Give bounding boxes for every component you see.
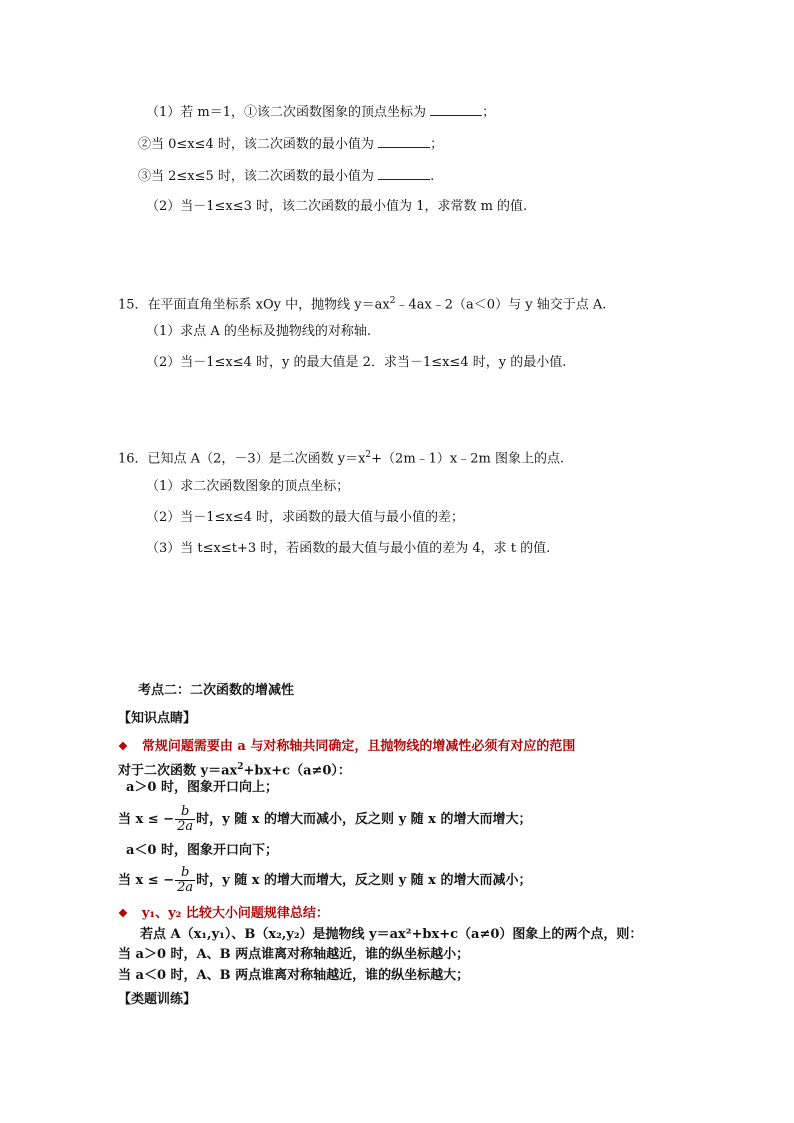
answer-blank <box>378 168 430 180</box>
rule-a-negative: 当 x ≤ − $\frac{b}{2a}$ 时，y 随 x 的增大而增大，反之则 y 随 x 的增大而减小； <box>118 865 532 895</box>
practice-header: 【类题训练】 <box>118 992 197 1007</box>
q16-stem: 16．已知点 A（2，－3）是二次函数 $y=x^2+(2m﹣1)x﹣2m$ 图象上的点. <box>118 450 565 467</box>
bullet-item-2: ❖ y₁、y₂ 比较大小问题规律总结： <box>118 906 329 921</box>
q16-part1: （1）求二次函数图象的顶点坐标； <box>146 479 350 494</box>
axis-fraction: $\frac{b}{2a}$ <box>177 804 194 834</box>
axis-fraction: $\frac{b}{2a}$ <box>177 865 194 895</box>
q16-part3: （3）当 t≤x≤t+3 时，若函数的最大值与最小值的差为 4，求 t 的值. <box>146 541 551 556</box>
quadratic-intro: 对于二次函数 $y=ax^2+bx+c(a\ne 0)$： <box>118 762 351 779</box>
section-title: 考点二：二次函数的增减性 <box>138 683 295 698</box>
bullet-item-1: ❖ 常规问题需要由 a 与对称轴共同确定，且抛物线的增减性必须有对应的范围 <box>118 739 576 754</box>
rule-compare-a-negative: 当 a＜0 时，A、B 两点谁离对称轴越近，谁的纵坐标越大； <box>118 968 470 983</box>
diamond-bullet-icon: ❖ <box>118 740 128 753</box>
rule-compare-a-positive: 当 a＞0 时，A、B 两点谁离对称轴越近，谁的纵坐标越小； <box>118 947 470 962</box>
diamond-bullet-icon: ❖ <box>118 907 128 920</box>
q14-part1-vertex: （1）若 m＝1，①该二次函数图象的顶点坐标为 ； <box>146 105 496 120</box>
q15-stem: 15．在平面直角坐标系 xOy 中，抛物线 $y=ax^2﹣4ax﹣2(a<0)$与 y 轴交于点 A. <box>118 296 607 313</box>
q15-part2: （2）当－1≤x≤4 时，y 的最大值是 2．求当－1≤x≤4 时，y 的最小值. <box>146 355 567 370</box>
q16-part2: （2）当－1≤x≤4 时，求函数的最大值与最小值的差； <box>146 510 465 525</box>
q14-part1-min-2-5: ③当 2≤x≤5 时，该二次函数的最小值为 . <box>138 169 435 184</box>
a-negative-opening: a＜0 时，图象开口向下； <box>126 843 278 858</box>
points-statement: 若点 A（x₁,y₁）、B（x₂,y₂）是抛物线 y＝ax²+bx+c（a≠0）图象上的两个点，则： <box>140 927 643 942</box>
a-positive-opening: a＞0 时，图象开口向上； <box>126 780 278 795</box>
rule-a-positive: 当 x ≤ − $\frac{b}{2a}$ 时，y 随 x 的增大而减小，反之则 y 随 x 的增大而增大； <box>118 804 532 834</box>
answer-blank <box>378 136 430 148</box>
q14-line1-text: （1）若 m＝1，①该二次函数图象的顶点坐标为 <box>146 105 427 120</box>
answer-blank <box>430 104 482 116</box>
q14-part2: （2）当－1≤x≤3 时，该二次函数的最小值为 1，求常数 m 的值. <box>146 199 528 214</box>
q15-part1: （1）求点 A 的坐标及抛物线的对称轴. <box>146 324 372 339</box>
knowledge-header: 【知识点睛】 <box>118 711 197 726</box>
q14-part1-min-0-4: ②当 0≤x≤4 时，该二次函数的最小值为 ； <box>138 137 444 152</box>
